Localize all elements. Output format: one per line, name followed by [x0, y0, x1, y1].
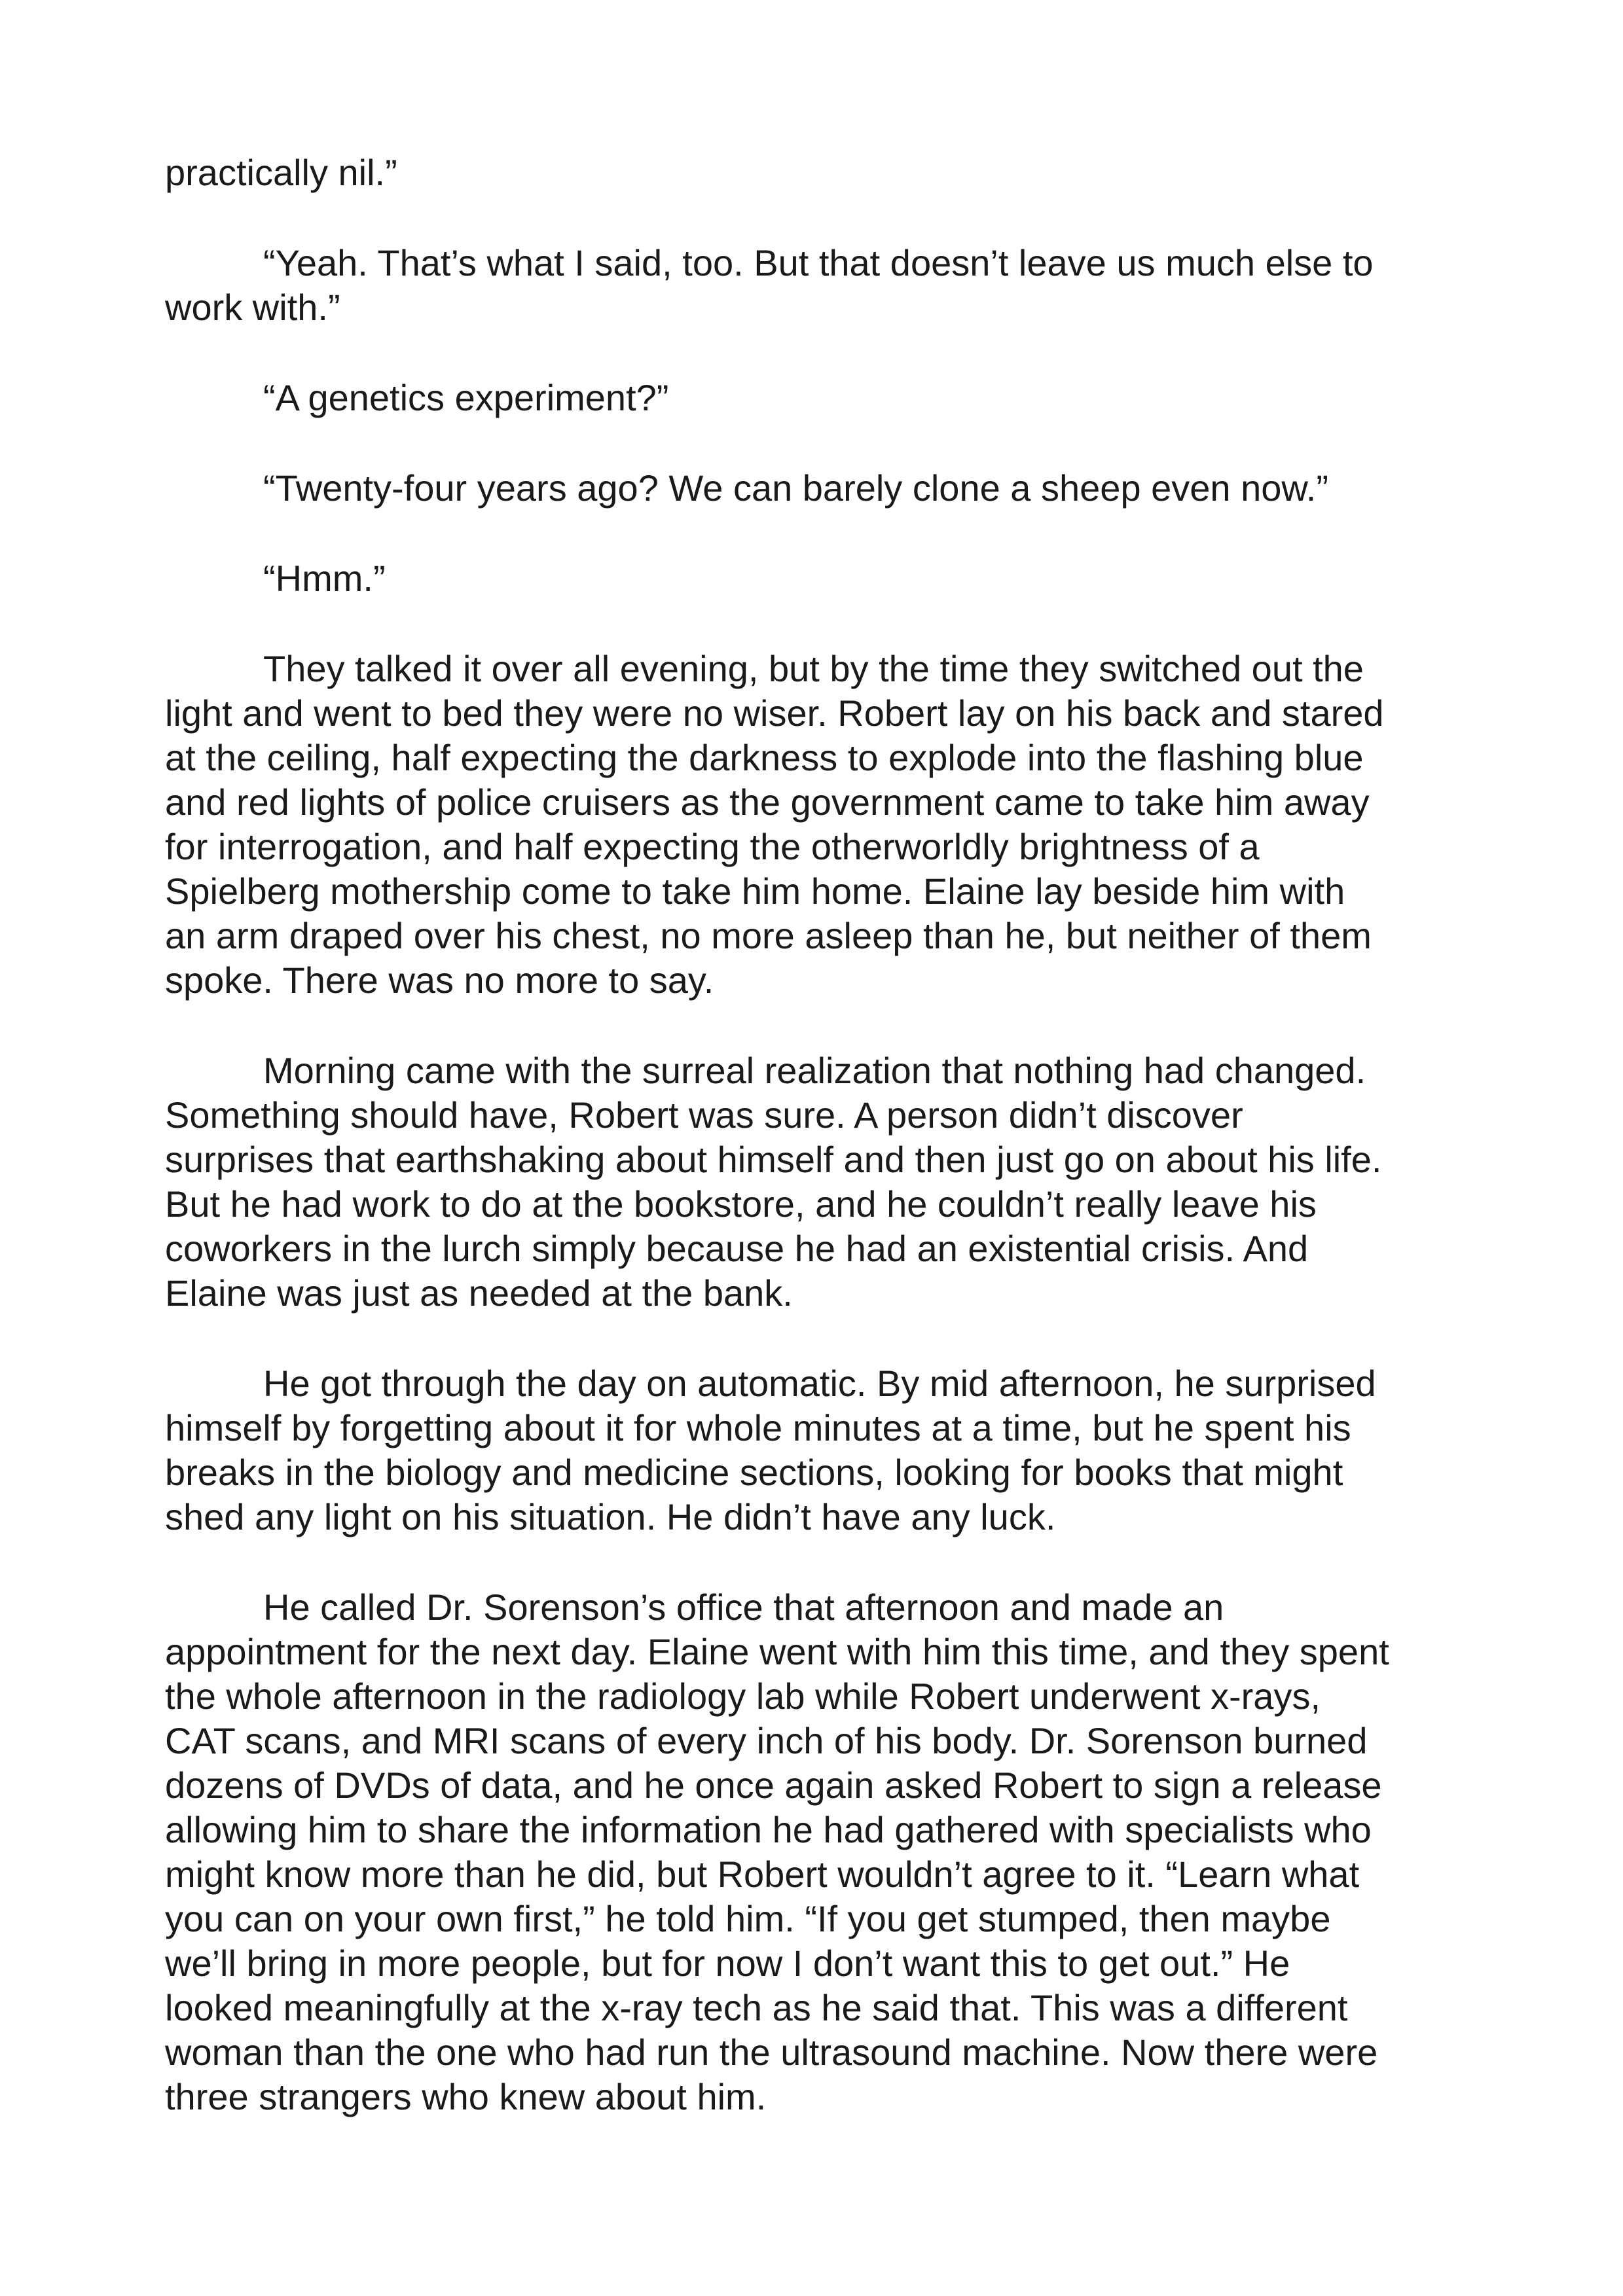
- paragraph: [165, 1361, 1468, 1539]
- text-line: appointment for the next day. Elaine went with him this time, and they spent: [165, 1631, 1389, 1672]
- text-line: breaks in the biology and medicine sections, looking for books that might: [165, 1452, 1343, 1493]
- text-line: woman than the one who had run the ultrasound machine. Now there were: [165, 2032, 1378, 2073]
- text-line: three strangers who knew about him.: [165, 2076, 767, 2117]
- text-line: But he had work to do at the bookstore, and he couldn’t really leave his: [165, 1183, 1317, 1225]
- text-line: coworkers in the lurch simply because he had an existential crisis. And: [165, 1228, 1309, 1269]
- paragraph: [165, 1049, 1468, 1316]
- text-line: light and went to bed they were no wiser. Robert lay on his back and stared: [165, 692, 1384, 734]
- text-line: and red lights of police cruisers as the government came to take him away: [165, 781, 1370, 823]
- text-line: “A genetics experiment?”: [263, 377, 669, 418]
- text-line: work with.”: [165, 287, 340, 328]
- text-line: “Hmm.”: [263, 558, 386, 599]
- text-line: surprises that earthshaking about himself and then just go on about his life.: [165, 1139, 1382, 1180]
- text-line: allowing him to share the information he had gathered with specialists who: [165, 1809, 1372, 1850]
- text-line: dozens of DVDs of data, and he once again asked Robert to sign a release: [165, 1765, 1382, 1806]
- text-line: Spielberg mothership come to take him home. Elaine lay beside him with: [165, 870, 1345, 912]
- text-line: Something should have, Robert was sure. A person didn’t discover: [165, 1094, 1243, 1136]
- paragraph: [165, 241, 1468, 330]
- text-line: spoke. There was no more to say.: [165, 960, 714, 1001]
- text-line: He called Dr. Sorenson’s office that afternoon and made an: [263, 1587, 1224, 1628]
- text-line: shed any light on his situation. He didn’t have any luck.: [165, 1496, 1056, 1537]
- text-line: we’ll bring in more people, but for now I don’t want this to get out.” He: [165, 1943, 1290, 1984]
- paragraph: [165, 1585, 1468, 2119]
- paragraph: [165, 376, 1468, 420]
- text-line: They talked it over all evening, but by the time they switched out the: [263, 648, 1364, 689]
- text-line: “Yeah. That’s what I said, too. But that doesn’t leave us much else to: [263, 242, 1374, 283]
- paragraph: [165, 466, 1468, 511]
- text-line: practically nil.”: [165, 152, 397, 193]
- text-line: you can on your own first,” he told him. “If you get stumped, then maybe: [165, 1898, 1331, 1939]
- text-line: He got through the day on automatic. By mid afternoon, he surprised: [263, 1363, 1376, 1404]
- text-line: Elaine was just as needed at the bank.: [165, 1272, 793, 1314]
- paragraph: [165, 556, 1468, 601]
- text-line: the whole afternoon in the radiology lab while Robert underwent x-rays,: [165, 1676, 1321, 1717]
- text-line: “Twenty-four years ago? We can barely clone a sheep even now.”: [263, 467, 1328, 509]
- text-line: an arm draped over his chest, no more asleep than he, but neither of them: [165, 915, 1372, 956]
- paragraph: [165, 647, 1468, 1003]
- text-line: might know more than he did, but Robert wouldn’t agree to it. “Learn what: [165, 1854, 1360, 1895]
- text-line: for interrogation, and half expecting the otherworldly brightness of a: [165, 826, 1260, 867]
- text-line: CAT scans, and MRI scans of every inch of his body. Dr. Sorenson burned: [165, 1720, 1368, 1761]
- text-line: looked meaningfully at the x-ray tech as he said that. This was a different: [165, 1987, 1348, 2028]
- text-line: himself by forgetting about it for whole minutes at a time, but he spent his: [165, 1407, 1351, 1448]
- body-text: [165, 151, 1468, 2165]
- text-line: Morning came with the surreal realization that nothing had changed.: [263, 1050, 1366, 1091]
- text-line: at the ceiling, half expecting the darkness to explode into the flashing blue: [165, 737, 1364, 778]
- paragraph: [165, 151, 1468, 195]
